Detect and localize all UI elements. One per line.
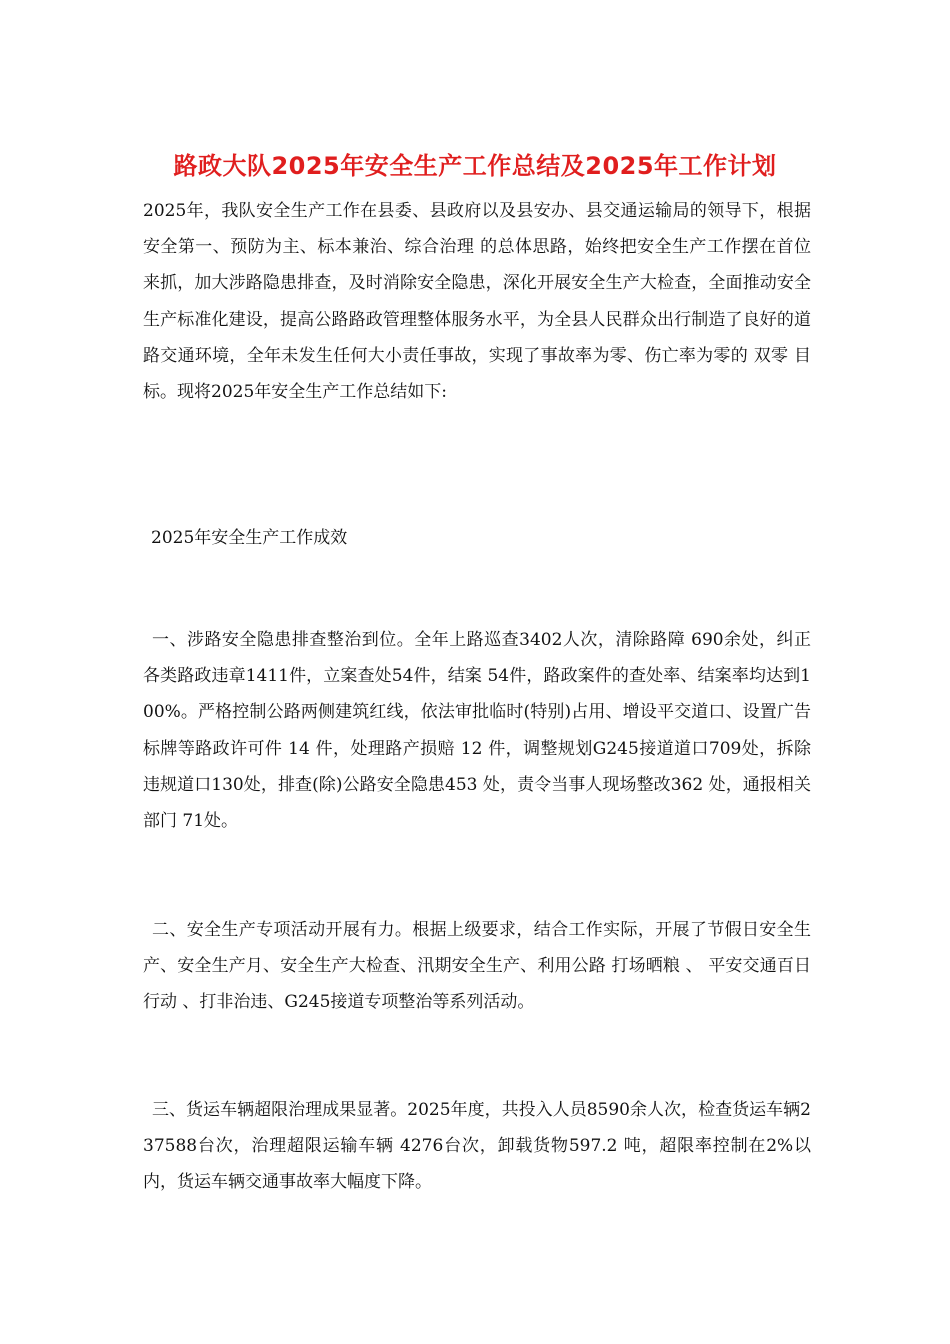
section-item-two: 二、安全生产专项活动开展有力。根据上级要求，结合工作实际，开展了节假日安全生产、安全生产月、安全生产大检查、汛期安全生产、利用公路 打场晒粮 、 平安交通百日行动 、打非治违、G245接道专项整治等系列活动。 [143,920,811,1013]
document-title: 路政大队2025年安全生产工作总结及2025年工作计划 [173,152,777,180]
intro-paragraph: 2025年，我队安全生产工作在县委、县政府以及县安办、县交通运输局的领导下，根据 安全第一、预防为主、标本兼治、综合治理 的总体思路，始终把安全生产工作摆在首位来抓，加大涉路隐患排查，及时消除安全隐患，深化开展安全生产大检查，全面推动安全生产标准化建设，提高公路路政管理整体服务水平，为全县人民群众出行制造了良好的道路交通环境，全年未发生任何大小责任事故，实现了事故率为零、伤亡率为零的 双零 目标。现将2025年安全生产工作总结如下: [143,201,811,403]
section-heading: 2025年安全生产工作成效 [151,528,348,548]
section-item-three: 三、货运车辆超限治理成果显著。2025年度，共投入人员8590余人次，检查货运车辆237588台次，治理超限运输车辆 4276台次，卸载货物597.2 吨，超限率控制在2%以内，货运车辆交通事故率大幅度下降。 [143,1100,811,1193]
section-item-one: 一、涉路安全隐患排查整治到位。全年上路巡查3402人次，清除路障 690余处，纠正各类路政违章1411件，立案查处54件，结案 54件，路政案件的查处率、结案率均达到100%。严格控制公路两侧建筑红线，依法审批临时(特别)占用、增设平交道口、设置广告标牌等路政许可件 14 件，处理路产损赔 12 件，调整规划G245接道道口709处，拆除违规道口130处，排查(除)公路安全隐患453 处，责令当事人现场整改362 处，通报相关部门 71处。 [143,630,811,832]
